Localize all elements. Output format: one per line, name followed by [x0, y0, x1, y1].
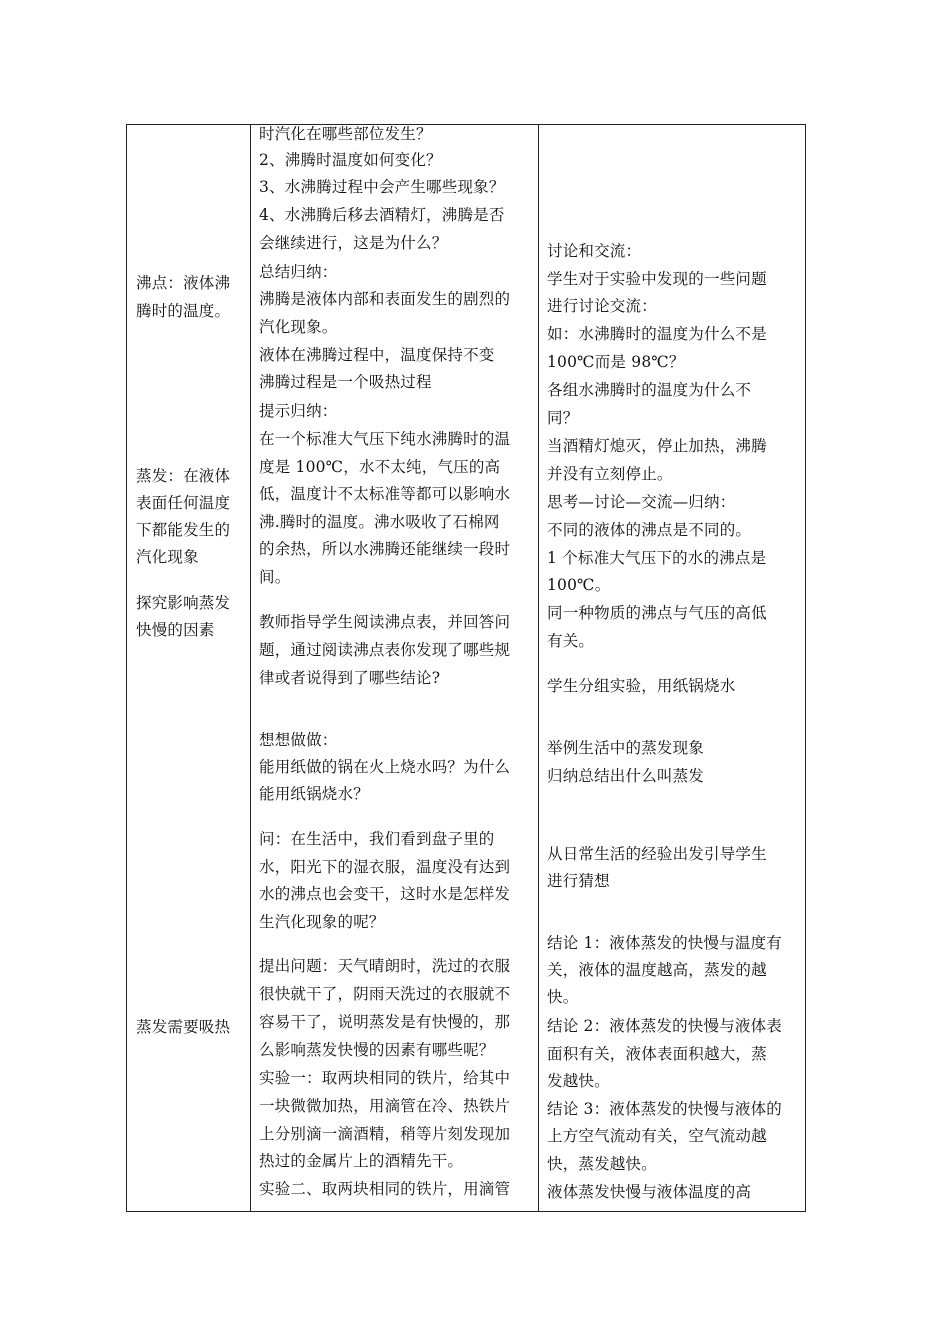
teacher-column: [251, 125, 538, 1211]
student-text: 关，液体的温度越高，蒸发的越: [547, 961, 767, 979]
student-text: 讨论和交流：: [547, 242, 642, 260]
teacher-text: 度是 100℃，水不太纯，气压的高: [259, 458, 501, 476]
teacher-text: 液体在沸腾过程中，温度保持不变: [259, 346, 495, 364]
student-text: 各组水沸腾时的温度为什么不: [547, 381, 752, 399]
teacher-text: 题，通过阅读沸点表你发现了哪些规: [259, 641, 511, 659]
teacher-text: 总结归纳：: [259, 263, 338, 281]
student-text: 思考—讨论—交流—归纳：: [547, 493, 736, 511]
teacher-text: 2、沸腾时温度如何变化？: [259, 151, 442, 169]
student-text: 快，蒸发越快。: [547, 1155, 657, 1173]
student-text: 发越快。: [547, 1072, 610, 1090]
teacher-text: 实验一：取两块相同的铁片，给其中: [259, 1069, 511, 1087]
concept-text: 探究影响蒸发: [136, 594, 231, 612]
concept-text: 蒸发需要吸热: [136, 1018, 231, 1036]
teacher-text: 律或者说得到了哪些结论?: [259, 669, 441, 687]
concept-text: 蒸发：在液体: [136, 467, 231, 485]
student-text: 进行讨论交流：: [547, 297, 657, 315]
student-text: 结论 3：液体蒸发的快慢与液体的: [547, 1100, 782, 1118]
teacher-text: 能用纸锅烧水？: [259, 785, 369, 803]
teacher-text: 在一个标准大气压下纯水沸腾时的温: [259, 430, 511, 448]
student-column: [539, 125, 805, 1211]
student-text: 1 个标准大气压下的水的沸点是: [547, 549, 767, 567]
teacher-text: 间。: [259, 568, 291, 586]
teacher-text: 生汽化现象的呢？: [259, 913, 385, 931]
student-text: 结论 1：液体蒸发的快慢与温度有: [547, 934, 782, 952]
student-text: 学生对于实验中发现的一些问题: [547, 270, 767, 288]
teacher-text: 想想做做：: [259, 731, 338, 749]
concept-text: 快慢的因素: [136, 621, 215, 639]
student-text: 学生分组实验，用纸锅烧水: [547, 677, 736, 695]
lesson-table: [126, 124, 806, 1212]
student-text: 当酒精灯熄灭，停止加热，沸腾: [547, 437, 767, 455]
teacher-text: 容易干了，说明蒸发是有快慢的，那: [259, 1013, 511, 1031]
teacher-text: 教师指导学生阅读沸点表，并回答问: [259, 613, 511, 631]
concept-column: [127, 125, 250, 1211]
student-text: 有关。: [547, 632, 595, 650]
teacher-text: 沸腾过程是一个吸热过程: [259, 373, 432, 391]
teacher-text: 一块微微加热，用滴管在冷、热铁片: [259, 1097, 511, 1115]
student-text: 同一种物质的沸点与气压的高低: [547, 604, 767, 622]
teacher-text: 问：在生活中，我们看到盘子里的: [259, 830, 495, 848]
student-text: 归纳总结出什么叫蒸发: [547, 767, 705, 785]
concept-text: 汽化现象: [136, 548, 199, 566]
student-text: 上方空气流动有关，空气流动越: [547, 1127, 767, 1145]
teacher-text: 沸腾是液体内部和表面发生的剧烈的: [259, 290, 511, 308]
teacher-text: 汽化现象。: [259, 318, 338, 336]
teacher-text: 实验二、取两块相同的铁片，用滴管: [259, 1180, 511, 1198]
student-text: 进行猜想: [547, 872, 610, 890]
teacher-text: 会继续进行，这是为什么？: [259, 234, 448, 252]
teacher-text: 能用纸做的锅在火上烧水吗？为什么: [259, 758, 511, 776]
student-text: 100℃而是 98℃？: [547, 353, 685, 371]
teacher-text: 提出问题：天气晴朗时，洗过的衣服: [259, 957, 511, 975]
teacher-text: 么影响蒸发快慢的因素有哪些呢？: [259, 1041, 495, 1059]
teacher-text: 水，阳光下的湿衣服，温度没有达到: [259, 858, 511, 876]
student-text: 液体蒸发快慢与液体温度的高: [547, 1183, 752, 1201]
concept-text: 表面任何温度: [136, 494, 231, 512]
teacher-text: 提示归纳：: [259, 402, 338, 420]
teacher-text: 上分别滴一滴酒精，稍等片刻发现加: [259, 1125, 511, 1143]
concept-text: 沸点：液体沸: [136, 274, 231, 292]
teacher-text: 低，温度计不太标准等都可以影响水: [259, 485, 511, 503]
student-text: 并没有立刻停止。: [547, 465, 673, 483]
teacher-text: 时汽化在哪些部位发生？: [259, 125, 432, 143]
teacher-text: 沸.腾时的温度。沸水吸收了石棉网: [259, 513, 500, 531]
teacher-text: 的余热，所以水沸腾还能继续一段时: [259, 540, 511, 558]
student-text: 如：水沸腾时的温度为什么不是: [547, 325, 767, 343]
student-text: 面积有关，液体表面积越大，蒸: [547, 1045, 767, 1063]
student-text: 举例生活中的蒸发现象: [547, 739, 705, 757]
concept-text: 下都能发生的: [136, 521, 231, 539]
student-text: 100℃。: [547, 576, 611, 594]
student-text: 结论 2：液体蒸发的快慢与液体表: [547, 1017, 782, 1035]
teacher-text: 4、水沸腾后移去酒精灯，沸腾是否: [259, 206, 505, 224]
student-text: 快。: [547, 988, 579, 1006]
teacher-text: 水的沸点也会变干，这时水是怎样发: [259, 885, 511, 903]
student-text: 不同的液体的沸点是不同的。: [547, 521, 752, 539]
student-text: 同？: [547, 409, 579, 427]
teacher-text: 3、水沸腾过程中会产生哪些现象？: [259, 178, 505, 196]
concept-text: 腾时的温度。: [136, 302, 231, 320]
student-text: 从日常生活的经验出发引导学生: [547, 845, 767, 863]
teacher-text: 热过的金属片上的酒精先干。: [259, 1152, 464, 1170]
teacher-text: 很快就干了，阴雨天洗过的衣服就不: [259, 985, 511, 1003]
